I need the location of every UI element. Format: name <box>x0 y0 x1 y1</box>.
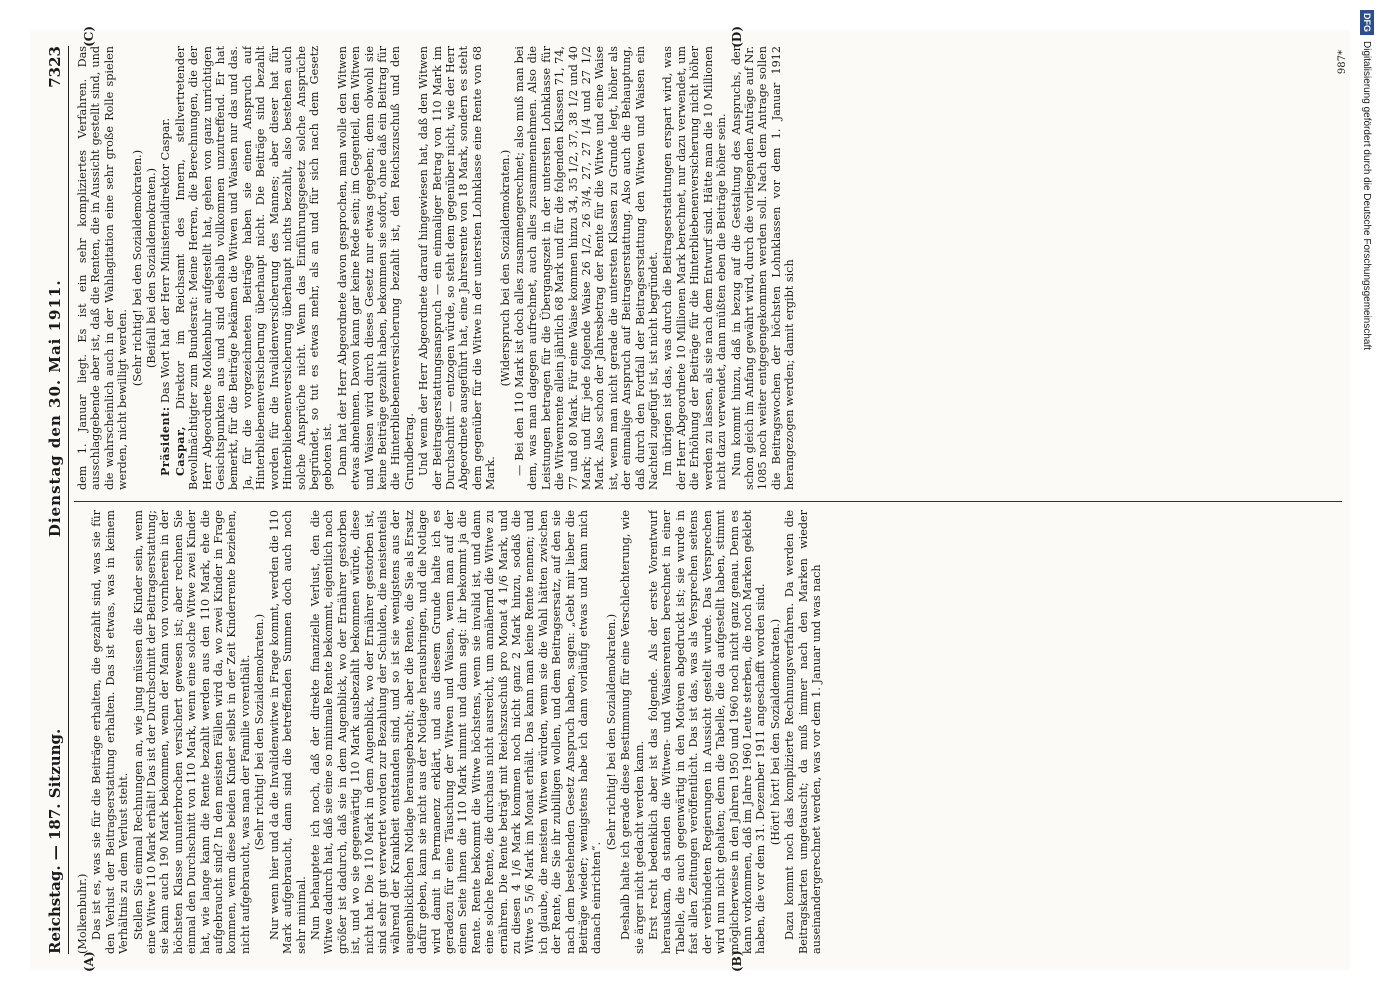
left-column <box>76 510 1342 954</box>
speaker-name: Präsident: <box>158 406 173 476</box>
paragraph-text: Im übrigen ist das, was durch die Beitragserstattungen erspart wird, was der Herr Abgeordnete 10 Millionen Mark berechnet, nur dazu verwendet, um die Erhöhung der Beiträge für die Hinterbliebenenversicherung nicht höher werden zu lassen, als sie nach dem Entwurf sind. Hätte man die 10 Millionen nicht dazu verwendet, dann müßten eben die Beiträge höher sein. <box>661 46 729 490</box>
paragraph-text: (Hört! hört! bei den Sozialdemokraten.) <box>768 618 782 846</box>
paragraph-text: Stellen Sie einmal Rechnungen an, wie jung müssen die Kinder sein, wenn eine Witwe 110 Mark erhält! Das ist der Durchschnitt der Beitragserstattung; sie kann auch 190 Mark bekommen, wenn der Mann von vornherein in der höchsten Klasse ununterbrochen versichert gewesen ist; aber rechnen Sie einmal den Durchschnitt von 110 Mark, wenn eine solche Witwe zwei Kinder hat, wie lange kann die Rente bezahlt werden aus den 110 Mark, ehe die aufgebraucht sind? In den meisten Fällen wird da, wo zwei Kinder in Frage kommen, wenn diese beiden Kinder selbst in der Zeit Kinderrente beziehen, nicht aufgebraucht, was man der Familie vorenthält. <box>131 510 252 954</box>
paragraph <box>159 46 172 490</box>
paragraph <box>309 510 604 954</box>
sidebar-credit-text: Digitalisierung gefördert durch die Deutsche Forschungsgemeinschaft <box>1361 41 1372 351</box>
header-date: Dienstag den 30. Mai 1911. <box>46 279 64 538</box>
paragraph <box>619 510 646 954</box>
dfg-logo: DFG <box>1360 10 1374 35</box>
speaker-name: Caspar, <box>172 426 187 476</box>
paragraph-text: (Molkenbuhr.) <box>76 873 89 954</box>
paragraph <box>513 46 660 490</box>
paragraph-text: Nun kommt hinzu, daß in bezug auf die Gestaltung des Anspruchs, der schon gleich im Anfang gewährt wird, durch die vorliegenden Anträge auf Nr. 1085 noch weiter entgegengekommen werden soll. Nach dem Antrage sollen die Beitragswochen der höchsten Lohnklassen vor dem 1. Januar 1912 herangezogen werden; damit ergibt sich <box>729 46 797 490</box>
paragraph-text: Das Wort hat der Herr Ministerialdirektor Caspar. <box>159 117 173 407</box>
paragraph <box>730 46 797 490</box>
paragraph <box>605 510 618 954</box>
paragraph-text: Deshalb halte ich gerade diese Bestimmung für eine Verschlechterung, wie sie ärger nicht gedacht werden kann. <box>619 510 646 954</box>
footer-signature: 987* <box>1337 50 1348 75</box>
paragraph <box>90 510 130 954</box>
paragraph-text: Und wenn der Herr Abgeordnete darauf hingewiesen hat, daß den Witwen der Beitragserstattungsanspruch — ein einmaliger Betrag von 110 Mark im Durchschnitt — entzogen würde, so steht dem gegenüber nicht, wie der Herr Abgeordnete ausgeführt hat, eine Jahresrente von 18 Mark, sondern es steht dem gegenüber für die Witwe in der untersten Lohnklasse eine Rente von 68 Mark. <box>417 46 498 490</box>
paragraph <box>661 46 728 490</box>
paragraph-text: Direktor im Reichsamt des Innern, stellvertretender Bevollmächtigter zum Bundesrat: Meine Herren, die Berechnungen, die der Herr Abgeordnete Molkenbuhr aufgestellt hat, gehen von ganz unrichtigen Gesichtspunkten aus und sind deshalb vollkommen unzutreffend. Er hat bemerkt, für die Beiträge bekämen die Witwen und Waisen nur das und das. Ja, für die vorgezeichneten Beiträge haben sie einen Anspruch auf Hinterbliebenenversicherung überhaupt nicht. Die Beiträge sind bezahlt worden für die Invalidenversicherung des Mannes; aber dieser hat für Hinterbliebenenversicherung überhaupt nichts bezahlt, also bestehen auch solche Ansprüche nicht. Wenn das Einführungsgesetz solche Ansprüche begründet, so tut es etwas mehr, als an und für sich nach dem Gesetz geboten ist. <box>173 46 335 490</box>
paragraph-text: — Bei den 110 Mark ist doch alles zusammengerechnet; also muß man bei dem, was man dagegen aufrechnet, auch alles zusammennehmen. Also die Leistungen betragen für die Übergangszeit in der untersten Lohnklasse für die Witwenrente allein jährlich 68 Mark und für die folgenden Klassen 71, 74, 77 und 80 Mark. Für eine Waise kommen hinzu 34, 35 1/2, 37, 38 1/2 und 40 Mark; und für jede folgende Waise 26 1/2, 26 3/4, 27, 27 1/4 und 27 1/2 Mark. Also schon der Jahresbetrag der Rente für die Witwe und eine Waise ist, wenn man nicht gerade die untersten Klassen zu Grunde legt, höher als der einmalige Anspruch auf Beitragserstattung. Also auch die Behauptung, daß durch den Fortfall der Beitragserstattung den Witwen und Waisen ein Nachteil zugefügt ist, ist nicht begründet. <box>513 46 661 490</box>
paragraph-text: Nur wenn hier und da die Invalidenwitwe in Frage kommt, werden die 110 Mark aufgebraucht, dann sind die betreffenden Summen doch auch noch sehr minimal. <box>267 510 308 954</box>
paragraph-text: (Beifall bei den Sozialdemokraten.) <box>145 167 159 369</box>
margin-marker-a: (A) <box>82 951 96 972</box>
paragraph <box>417 46 497 490</box>
paragraph-text: Das ist es, was sie für die Beiträge erhalten, die gezahlt sind, was sie für den Verlust der Beitragserstattung erhalten. Das ist etwas, was in keinem Verhältnis zu dem Verlust steht. <box>90 510 131 954</box>
page-number: 7323 <box>46 46 64 88</box>
paragraph <box>131 46 144 490</box>
sidebar-credit <box>1356 10 1376 990</box>
paragraph <box>76 46 130 490</box>
paragraph <box>336 46 416 490</box>
running-header <box>36 46 64 954</box>
margin-marker-d: (D) <box>730 26 744 48</box>
margin-marker-c: (C) <box>82 26 96 47</box>
paragraph-text: Dann hat der Herr Abgeordnete davon gesprochen, man wolle den Witwen etwas abnehmen. Davon kann gar keine Rede sein; im Gegenteil, den Witwen und Waisen wird durch dieses Gesetz nur etwas gegeben; denn obwohl sie keine Beiträge gezahlt haben, bekommen sie sofort, ohne daß ein Beitrag für die Hinterbliebenenversicherung bezahlt ist, den Reichszuschuß und den Grundbetrag. <box>335 46 416 490</box>
paragraph-text: Dazu kommt noch das komplizierte Rechnungsverfahren. Da werden die Beitragskarten umgetauscht; da muß immer nach den Marken wieder auseinandergerechnet werden, was vor dem 1. Januar und was nach <box>783 510 823 954</box>
paragraph <box>76 510 89 954</box>
paragraph <box>132 510 253 954</box>
column-rule <box>74 501 1342 502</box>
paragraph-text: (Sehr richtig! bei den Sozialdemokraten.) <box>130 149 144 387</box>
paragraph <box>174 46 335 490</box>
header-rule <box>68 46 69 954</box>
paragraph-text: (Widerspruch bei den Sozialdemokraten.) <box>498 149 512 387</box>
margin-marker-b: (B) <box>730 950 744 972</box>
scanned-page <box>30 26 1350 972</box>
rotated-page <box>30 26 1350 972</box>
paragraph-text: Nun behauptete ich noch, daß der direkte finanzielle Verlust, den die Witwe dadurch hat, daß sie eine so minimale Rente bekommt, eigentlich noch größer ist dadurch, daß sie in dem Augenblick, wo der Ernährer gestorben ist, und wo sie gegenwärtig 110 Mark ausbezahlt bekommen würde, diese nicht hat. Die 110 Mark in dem Augenblick, wo der Ernährer gestorben ist, sind sehr gut verwertet worden zur Bezahlung der Schulden, die meistenteils während der Krankheit entstanden sind, und so ist sie wenigstens aus der augenblicklichen Notlage herausgebracht; aber die Rente, die Sie als Ersatz dafür geben, kann sie nicht aus der Notlage herausbringen, und die Notlage wird damit in Permanenz erklärt, und aus diesem Grunde halte ich es geradezu für eine Täuschung der Witwen und Waisen, wenn man auf der einen Seite ihnen die 110 Mark nimmt und dann sagt: ihr bekommt ja die Rente. Rente bekommt die Witwe höchstens, wenn sie invalid ist, und dann eine solche Rente, die durchaus nicht ausreicht, um annähernd die Witwe zu ernähren. Die Rente beträgt mit Reichszuschuß pro Monat 4 1/6 Mark, und zu diesen 4 1/6 Mark kommen noch nicht ganz 2 Mark hinzu, sodaß die Witwe 5 5/6 Mark im Monat erhält. Das kann man keine Rente nennen; und ich glaube, die meisten Witwen würden, wenn sie die Wahl hätten zwischen der Rente, die Sie ihr zubilligen wollen, und dem Beitragsersatz, auf den sie nach dem bestehenden Gesetz Anspruch haben, sagen: „Gebt mir lieber die Beiträge wieder; wenigstens habe ich dann vorläufig etwas und kann mich danach einrichten“. <box>308 510 604 954</box>
paragraph-text: dem 1. Januar liegt. Es ist ein sehr kompliziertes Verfahren. Das ausschlaggebende aber ist, daß die Renten, die in Aussicht gestellt sind, und die wahrscheinlich auch in der Wahlagitation eine sehr große Rolle spielen werden, nicht bewilligt werden. <box>76 46 130 490</box>
paragraph <box>268 510 308 954</box>
right-column <box>76 46 1342 490</box>
paragraph <box>769 510 782 954</box>
paragraph <box>647 510 768 954</box>
paragraph-text: (Sehr richtig! bei den Sozialdemokraten.) <box>253 613 267 851</box>
paragraph <box>253 510 266 954</box>
paragraph-text: Erst recht bedenklich aber ist das folgende. Als der erste Vorentwurf herauskam, da standen die Witwen- und Waisenrenten berechnet in einer Tabelle, die auch gegenwärtig in den Motiven abgedruckt ist; sie wurde in fast allen Zeitungen veröffentlicht. Das ist das, was als Versprechen seitens der verbündeten Regierungen in Aussicht gestellt wurde. Das Versprechen wird nun nicht gehalten; denn die Tabelle, die da aufgestellt haben, stimmt möglicherweise in den Jahren 1950 und 1960 noch nicht ganz genau. Denn es kann vorkommen, daß im Jahre 1960 Leute sterben, die noch Marken geklebt haben, die vor dem 31. Dezember 1911 angeschafft worden sind. <box>647 510 768 954</box>
paragraph <box>145 46 158 490</box>
paragraph <box>499 46 512 490</box>
paragraph-text: (Sehr richtig! bei den Sozialdemokraten.) <box>604 613 618 851</box>
digitization-sidebar <box>1354 10 1378 990</box>
header-left: Reichstag. — 187. Sitzung. <box>46 728 64 954</box>
paragraph <box>783 510 823 954</box>
